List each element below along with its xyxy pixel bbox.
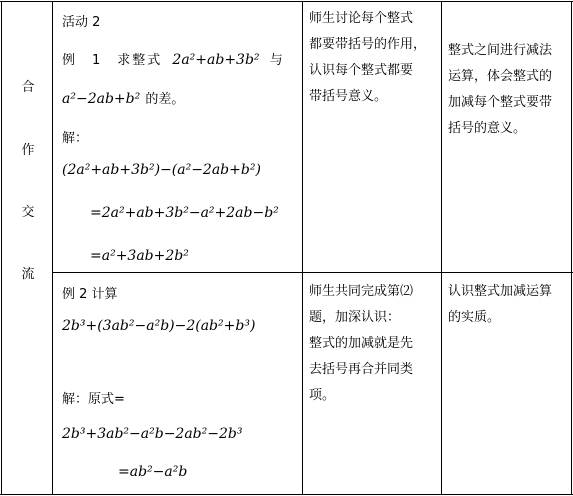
text-line: 认识每个整式都要: [309, 63, 414, 78]
example1-line2: [62, 88, 184, 107]
solution-step-3: =a²+3ab+2b²: [90, 248, 189, 264]
text-line: 整式的加减就是先: [309, 336, 414, 351]
row-divider: [52, 272, 573, 273]
solution-label: 解：: [62, 131, 89, 146]
side-label-char: 合: [21, 80, 35, 95]
text-line: 题，加深认识：: [309, 310, 401, 325]
activity-title: 活动 2: [62, 15, 101, 30]
text-line: 整式之间进行减法: [448, 43, 553, 58]
solution-step-2: =2a²+ab+3b²−a²+2ab−b²: [90, 205, 279, 221]
table-left-border: [1, 1, 2, 495]
solution2-step-2: =ab²−a²b: [118, 464, 188, 480]
teacher-activity-2: [309, 285, 439, 415]
text-line: 师生讨论每个整式: [309, 11, 414, 26]
side-label-char: 作: [21, 143, 35, 158]
col-divider-1: [52, 1, 53, 495]
text-line: 运算，体会整式的: [448, 69, 553, 84]
table-top-border: [0, 1, 573, 2]
table-right-border: [571, 1, 572, 495]
table-bottom-border: [0, 494, 573, 495]
design-intent-2: [448, 285, 570, 337]
text-line: 括号的意义。: [448, 121, 527, 136]
example2-title: 例 2 计算: [62, 287, 118, 302]
solution-step-1: (2a²+ab+3b²)−(a²−2ab+b²): [62, 162, 261, 178]
text-line: 认识整式加减运算: [448, 284, 553, 299]
text-line: 项。: [309, 388, 336, 403]
design-intent-1: [448, 44, 570, 148]
expr-a: 2a²+ab+3b²: [172, 52, 260, 68]
text-line: 带括号意义。: [309, 89, 388, 104]
diff-word: 的差。: [145, 92, 185, 107]
example1-line: [62, 49, 283, 68]
example1-prefix: 例 1 求整式: [62, 53, 163, 68]
text-line: 都要带括号的作用，: [309, 37, 427, 52]
teacher-activity-1: [309, 12, 439, 116]
side-label-char: 交: [21, 205, 35, 220]
text-line: 加减每个整式要带: [448, 95, 553, 110]
solution-label-2: 解：原式=: [62, 392, 125, 407]
col-divider-3: [441, 1, 442, 495]
example2-problem: 2b³+(3ab²−a²b)−2(ab²+b³): [62, 318, 256, 334]
side-label-char: 流: [21, 267, 35, 282]
expr-b: a²−2ab+b²: [62, 91, 141, 107]
with-word: 与: [269, 53, 283, 68]
text-line: 去括号再合并同类: [309, 362, 414, 377]
text-line: 师生共同完成第⑵: [309, 284, 414, 299]
text-line: 的实质。: [448, 310, 501, 325]
col-divider-2: [302, 1, 303, 495]
solution2-step-1: 2b³+3ab²−a²b−2ab²−2b³: [62, 426, 243, 442]
